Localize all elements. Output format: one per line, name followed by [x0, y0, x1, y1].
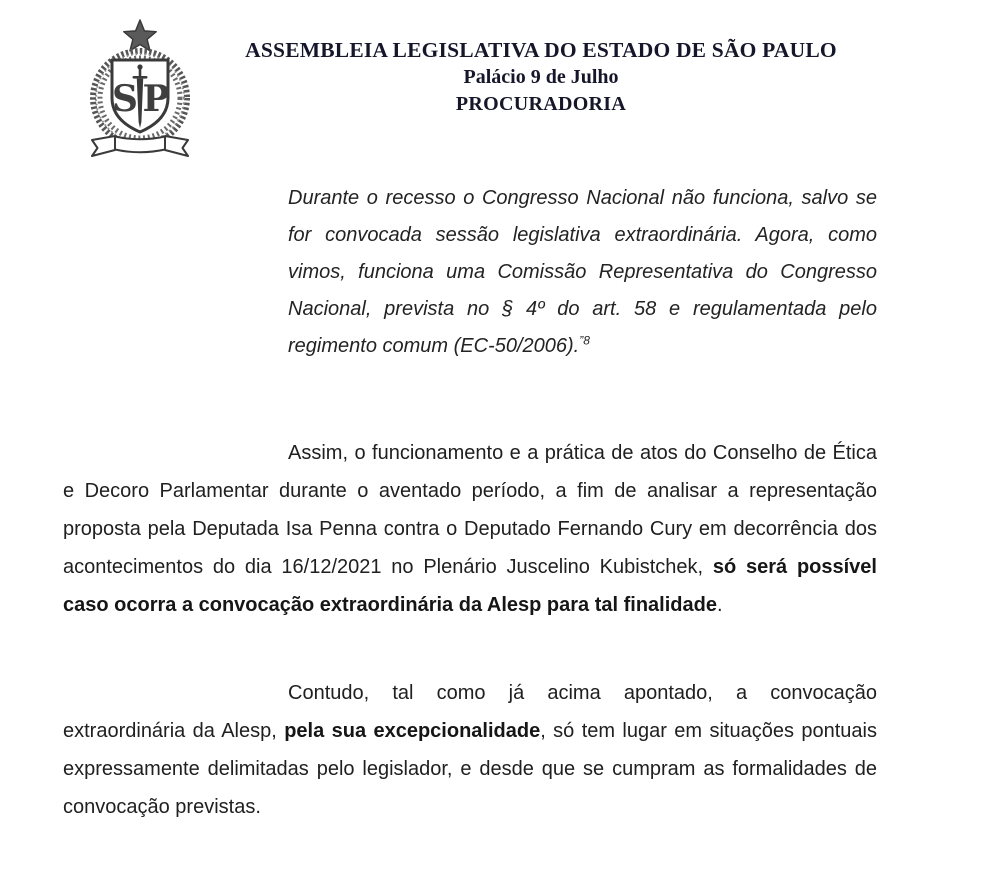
shield-icon: [112, 60, 170, 132]
star-icon: [124, 20, 156, 51]
paragraph-1-text: Assim, o funcionamento e a prática de atos do Conselho de Ética e Decoro Parlamentar durante o aventado período, a fim de analisar a representação proposta pela Deputada Isa Penna contra o Deputado Fernando Cury em decorrência dos acontecimentos do dia 16/12/2021 no Plenário Juscelino Kubistchek,: [63, 442, 877, 578]
paragraph-2-text: Contudo, tal como já acima apontado, a convocação extraordinária da Alesp,: [63, 682, 877, 742]
header-title-block: [206, 36, 876, 118]
paragraph-1-text-end: .: [716, 594, 723, 616]
body-paragraph-2: [63, 674, 877, 826]
ribbon-icon: [92, 136, 188, 156]
body-paragraph-1: [63, 434, 877, 624]
alesp-coat-of-arms-icon: [70, 10, 210, 160]
document-header: [0, 0, 984, 160]
paragraph-2-text-end: , só tem lugar em situações pontuais expressamente delimitadas pelo legislador, e desde que se cumpram as formalidades de convocação previstas.: [63, 720, 877, 818]
institution-name: ASSEMBLEIA LEGISLATIVA DO ESTADO DE SÃO PAULO: [245, 38, 837, 62]
logo-letter-p: P: [142, 78, 170, 120]
department-name: PROCURADORIA: [455, 93, 627, 115]
citation-block: [288, 180, 877, 365]
paragraph-1-bold-text: só será possível caso ocorra a convocação extraordinária da Alesp para tal finalidade: [63, 556, 877, 616]
footnote-marker: ”8: [579, 333, 590, 348]
paragraph-2-bold-text: pela sua excepcionalidade: [284, 720, 541, 742]
palace-name: Palácio 9 de Julho: [463, 66, 619, 88]
citation-text: Durante o recesso o Congresso Nacional não funciona, salvo se for convocada sessão legislativa extraordinária. Agora, como vimos, funciona uma Comissão Representativa do Congresso Nacional, prevista no § 4º do art. 58 e regulamentada pelo regimento comum (EC-50/2006).: [288, 187, 877, 357]
logo-letter-s: S: [112, 78, 138, 120]
